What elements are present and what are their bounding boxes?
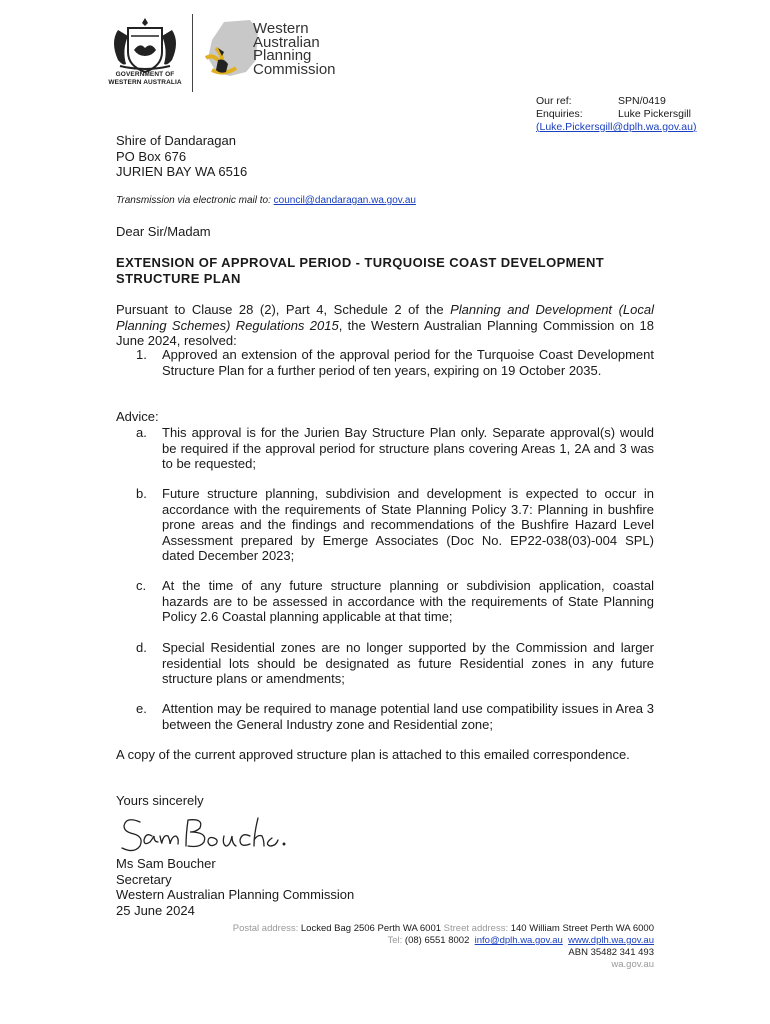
yours-sincerely: Yours sincerely <box>116 793 204 808</box>
recipient-line-1: Shire of Dandaragan <box>116 133 236 148</box>
wapc-line-4: Commission <box>253 60 336 78</box>
our-ref-value: SPN/0419 <box>618 95 666 107</box>
footer-abn: ABN 35482 341 493 <box>568 947 654 958</box>
list-text: At the time of any future structure planning or subdivision application, coastal hazards are to be assessed in accordance with the requirements of State Planning Policy 2.6 Coastal planning applicable at that time; <box>162 578 654 624</box>
signatory-org: Western Australian Planning Commission <box>116 887 355 902</box>
enquiries-value: Luke Pickersgill <box>618 108 691 120</box>
intro-paragraph <box>116 302 654 349</box>
email-suffix: ) <box>692 121 697 133</box>
intro-text-before: Pursuant to Clause 28 (2), Part 4, Schedule 2 of the <box>116 302 451 317</box>
salutation: Dear Sir/Madam <box>116 224 211 239</box>
enquiries-label: Enquiries: <box>536 108 583 120</box>
list-text: This approval is for the Jurien Bay Structure Plan only. Separate approval(s) would be required if the approval period for structure plans covering Areas 1, 2A and 3 was to be requested; <box>162 425 654 471</box>
regulation-title: Planning and Development (Local Planning Schemes) Regulations 2015 <box>116 302 654 333</box>
government-of-wa-text <box>100 71 190 87</box>
subject-heading: EXTENSION OF APPROVAL PERIOD - TURQUOISE COAST DEVELOPMENT STRUCTURE PLAN <box>116 255 605 286</box>
footer-site: wa.gov.au <box>611 959 654 970</box>
advice-item-a <box>136 425 654 472</box>
wapc-wordmark <box>253 22 336 76</box>
govt-line-2: WESTERN AUSTRALIA <box>108 79 182 86</box>
our-ref-row <box>536 95 696 108</box>
list-marker: b. <box>136 486 147 501</box>
reference-block <box>536 95 696 134</box>
our-ref-label: Our ref: <box>536 95 572 107</box>
enquiries-row <box>536 108 696 121</box>
signatory-name: Ms Sam Boucher <box>116 856 216 871</box>
recipient-line-2: PO Box 676 <box>116 148 187 164</box>
footer-web-link[interactable]: www.dplh.wa.gov.au <box>568 935 654 946</box>
tel-value: (08) 6551 8002 <box>404 935 470 946</box>
list-marker: c. <box>136 578 147 593</box>
footer-email-link[interactable]: info@dplh.wa.gov.au <box>474 935 563 946</box>
recipient-address <box>116 133 247 180</box>
list-text: Future structure planning, subdivision and development is expected to occur in accordance with the requirements of State Planning Policy 3.7: Planning in bushfire prone areas and the findings and recommendations of the Bushfire Hazard Level Assessment prepared by Emerge Associates (Doc No. EP22-038(03)-004 SPL) dated December 2023; <box>162 486 654 563</box>
footer-addresses <box>120 923 654 935</box>
intro-text-after: , the Western Australian Planning Commission on 18 June 2024, resolved: <box>116 317 654 348</box>
advice-item-c <box>136 578 654 625</box>
list-item <box>136 347 654 378</box>
advice-heading: Advice: <box>116 409 159 424</box>
enquiries-email-row <box>536 121 696 134</box>
signatory-block <box>116 856 354 918</box>
wapc-line-2: Australian <box>253 33 320 51</box>
street-label: Street address: <box>443 923 509 934</box>
header-divider <box>192 14 193 92</box>
tel-label: Tel: <box>387 935 403 946</box>
advice-item-b <box>136 486 654 564</box>
email-prefix: ( <box>536 121 540 133</box>
wapc-line-1: Western <box>253 20 309 37</box>
transmission-label: Transmission via electronic mail to: <box>116 195 271 206</box>
enquiries-email: Luke.Pickersgill@dplh.wa.gov.au <box>539 121 693 133</box>
list-marker: e. <box>136 701 147 716</box>
list-text: Attention may be required to manage potential land use compatibility issues in Area 3 between the General Industry zone and Residential zone; <box>162 701 654 732</box>
advice-item-e <box>136 701 654 732</box>
letter-date: 25 June 2024 <box>116 902 195 918</box>
wapc-line-3: Planning <box>253 47 312 64</box>
handwritten-signature <box>118 812 293 854</box>
postal-label: Postal address: <box>232 923 299 934</box>
postal-value: Locked Bag 2506 Perth WA 6001 <box>300 923 442 934</box>
list-marker: d. <box>136 640 147 655</box>
transmission-email-link[interactable]: council@dandaragan.wa.gov.au <box>273 195 416 206</box>
enquiries-email-link[interactable] <box>536 121 696 133</box>
street-value: 140 William Street Perth WA 6000 <box>510 923 654 934</box>
advice-item-d <box>136 640 654 687</box>
list-marker: a. <box>136 425 147 440</box>
transmission-line <box>116 195 416 206</box>
list-text: Special Residential zones are no longer supported by the Commission and larger residential lots should be designated as future Residential zones in any future structure plans or amendments; <box>162 640 654 686</box>
signatory-title: Secretary <box>116 871 172 887</box>
list-marker: 1. <box>136 347 147 362</box>
closing-paragraph: A copy of the current approved structure plan is attached to this emailed correspondence. <box>116 747 630 762</box>
govt-line-1: GOVERNMENT OF <box>115 71 175 78</box>
list-text: Approved an extension of the approval period for the Turquoise Coast Development Structure Plan for a further period of ten years, expiring on 19 October 2035. <box>162 347 654 378</box>
footer-contact <box>120 935 654 947</box>
resolution-list <box>136 347 654 378</box>
recipient-line-3: JURIEN BAY WA 6516 <box>116 164 248 179</box>
